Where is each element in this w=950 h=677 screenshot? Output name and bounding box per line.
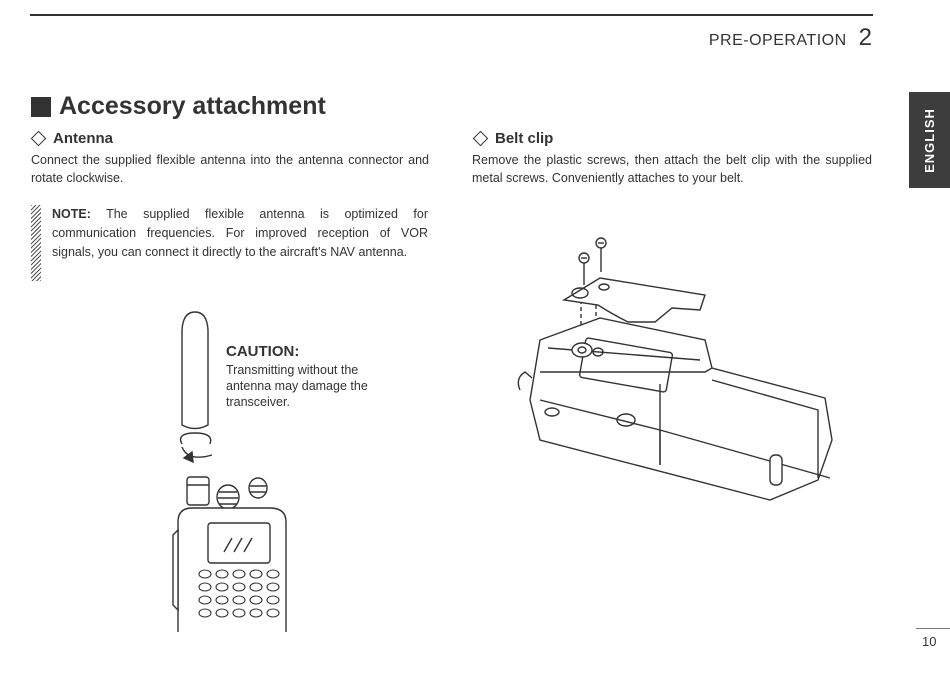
language-tab-label: ENGLISH <box>922 107 938 173</box>
chapter-number: 2 <box>858 24 872 51</box>
section-title: PRE-OPERATION <box>708 32 847 49</box>
antenna-paragraph: Connect the supplied flexible antenna into the antenna connector and rotate clockwise. <box>31 153 429 185</box>
note-body: The supplied flexible antenna is optimized for communication frequencies. For improved reception of VOR signals, you can connect it directly to the aircraft's NAV antenna. <box>52 207 428 259</box>
page-number: 10 <box>922 634 937 649</box>
page-title-text: Accessory attachment <box>59 92 326 120</box>
belt-clip-heading-text: Belt clip <box>495 130 554 147</box>
page-number-rule <box>916 628 950 629</box>
caution-text: Transmitting without the antenna may damage the transceiver. <box>226 363 368 409</box>
antenna-heading-text: Antenna <box>53 130 113 147</box>
note-label: NOTE: <box>52 207 91 221</box>
belt-clip-paragraph: Remove the plastic screws, then attach the belt clip with the supplied metal screws. Conveniently attaches to your belt. <box>472 153 872 185</box>
caution-heading: CAUTION: <box>226 343 300 360</box>
